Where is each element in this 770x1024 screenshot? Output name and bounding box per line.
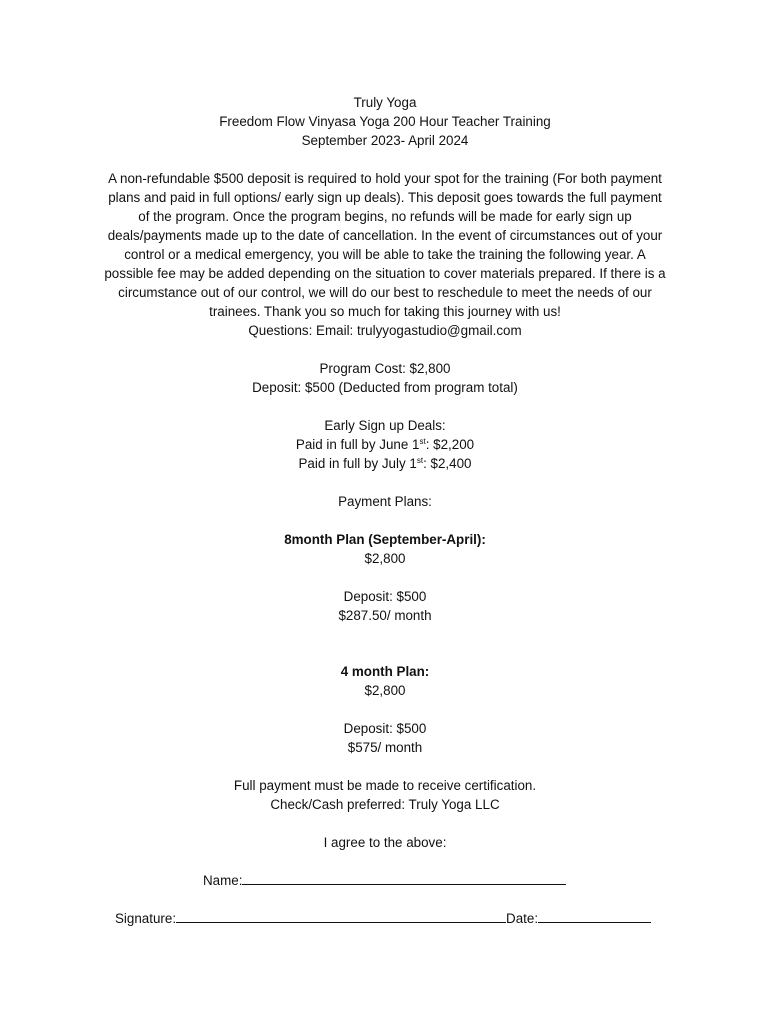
contact-email: Questions: Email: trulyyogastudio@gmail.com [248, 323, 522, 338]
early-deals-heading: Early Sign up Deals: [324, 418, 446, 433]
payment-plans-heading: Payment Plans: [338, 494, 432, 509]
name-label: Name: [203, 873, 243, 888]
policy-line: trainees. Thank you so much for taking this journey with us! [209, 304, 561, 319]
signature-label: Signature: [115, 911, 177, 926]
policy-line: A non-refundable $500 deposit is required to hold your spot for the training (For both payment [108, 171, 662, 186]
four-month-plan-title: 4 month Plan: [340, 664, 430, 679]
eight-month-plan-deposit: Deposit: $500 [343, 589, 427, 604]
program-cost: Program Cost: $2,800 [319, 361, 451, 376]
certification-note: Full payment must be made to receive certification. [233, 778, 537, 793]
agreement-statement: I agree to the above: [323, 835, 447, 850]
four-month-plan-monthly: $575/ month [347, 740, 423, 755]
policy-line: of the program. Once the program begins, no refunds will be made for early sign up [138, 209, 632, 224]
eight-month-plan-monthly: $287.50/ month [338, 608, 432, 623]
date-label: Date: [506, 911, 539, 926]
date-field[interactable] [538, 909, 651, 923]
early-deal-july: Paid in full by July 1st: $2,400 [298, 456, 472, 471]
policy-line: possible fee may be added depending on the situation to cover materials prepared. If there is a [104, 266, 666, 281]
payment-preference: Check/Cash preferred: Truly Yoga LLC [270, 797, 500, 812]
early-deal-june: Paid in full by June 1st: $2,200 [295, 437, 475, 452]
eight-month-plan-total: $2,800 [364, 551, 406, 566]
signature-field[interactable] [176, 909, 506, 923]
policy-line: plans and paid in full options/ early sign up deals). This deposit goes towards the full payment [108, 190, 662, 205]
policy-line: circumstance out of our control, we will do our best to reschedule to meet the needs of our [118, 285, 652, 300]
name-line [203, 871, 566, 890]
program-title: Freedom Flow Vinyasa Yoga 200 Hour Teacher Training [219, 114, 551, 129]
signature-line [115, 909, 651, 928]
four-month-plan-deposit: Deposit: $500 [343, 721, 427, 736]
four-month-plan-total: $2,800 [364, 683, 406, 698]
policy-line: deals/payments made up to the date of cancellation. In the event of circumstances out of your [107, 228, 663, 243]
policy-line: control or a medical emergency, you will be able to take the training the following year. A [124, 247, 646, 262]
program-dates: September 2023- April 2024 [301, 133, 469, 148]
name-field[interactable] [242, 871, 566, 885]
org-name: Truly Yoga [353, 95, 417, 110]
deposit-amount: Deposit: $500 (Deducted from program total) [252, 380, 518, 395]
eight-month-plan-title: 8month Plan (September-April): [284, 532, 486, 547]
